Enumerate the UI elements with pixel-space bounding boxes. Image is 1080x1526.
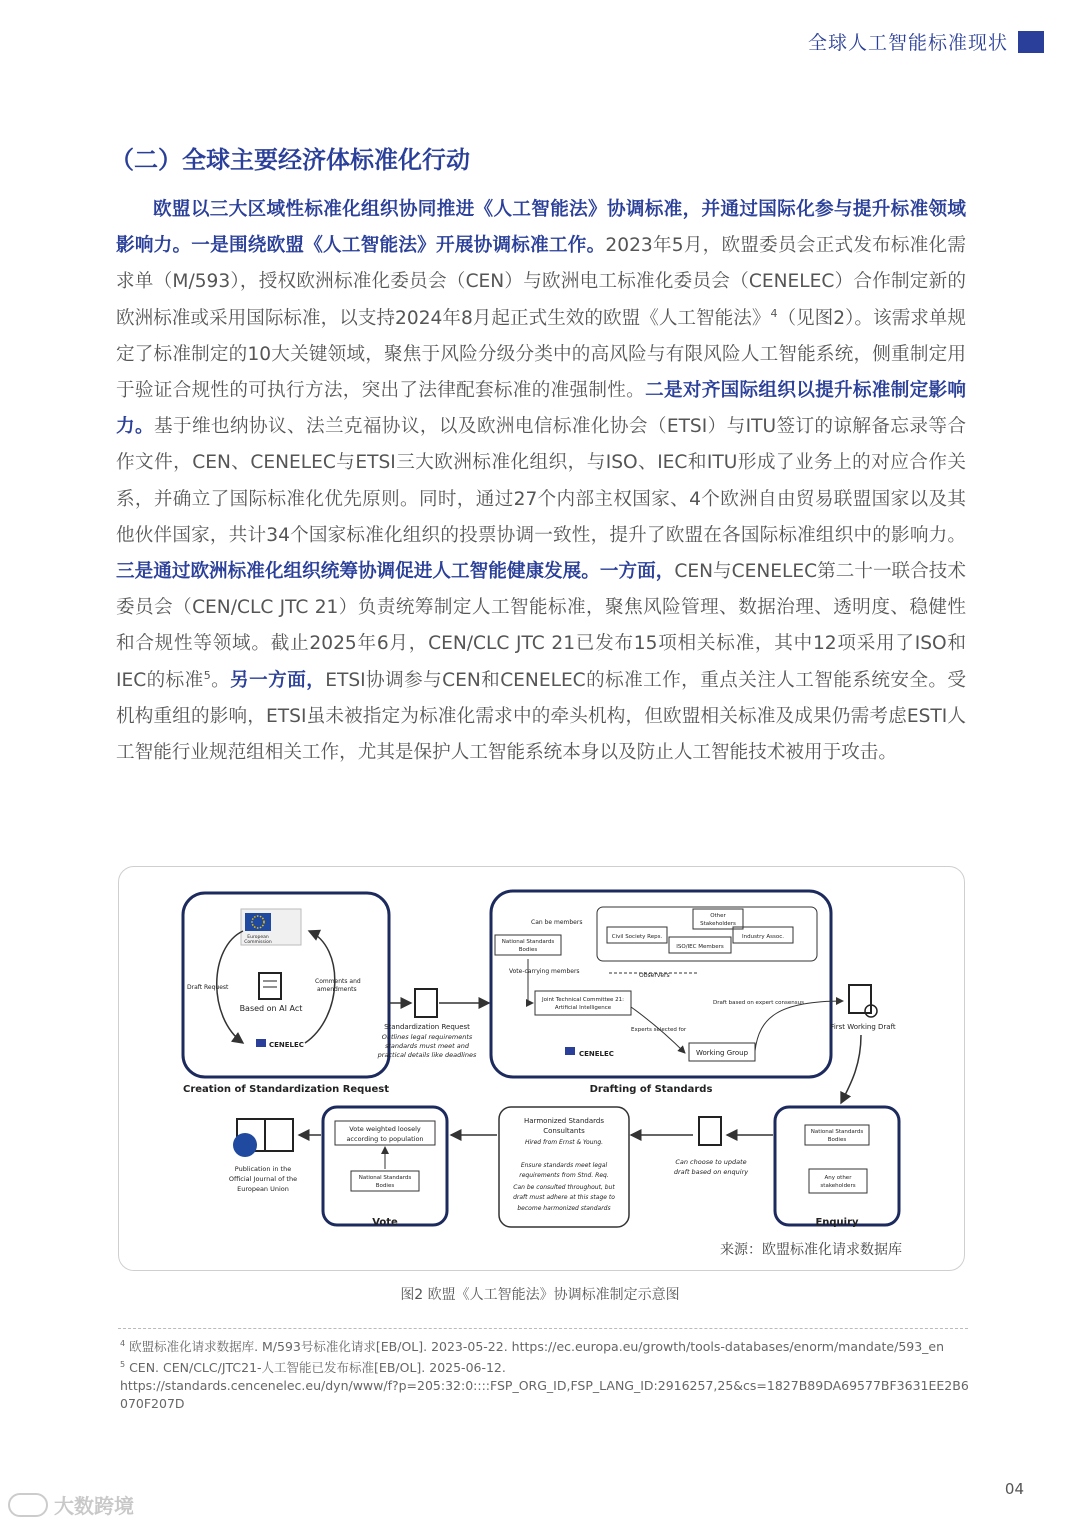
creation-title: Creation of Standardization Request [183, 1084, 389, 1095]
pub2: Official Journal of the [228, 1175, 298, 1183]
civil-society: Civil Society Reps. [611, 934, 663, 940]
jtc1: Joint Technical Committee 21: [541, 997, 625, 1003]
drafting-title: Drafting of Standards [589, 1084, 713, 1095]
draft-request-label: Draft Request [187, 984, 229, 991]
footnote-divider [118, 1328, 968, 1329]
amendments-label: amendments [317, 986, 357, 993]
vote-w1: Vote weighted loosely [349, 1125, 421, 1133]
section-heading: （二）全球主要经济体标准化行动 [110, 146, 470, 174]
header-accent-bar [1018, 31, 1044, 53]
iso-iec-members: ISO/IEC Members [676, 944, 724, 950]
point-two-text: 基于维也纳协议、法兰克福协议，以及欧洲电信标准化协会（ETSI）与ITU签订的谅解备忘录等合作文件，CEN、CENELEC与ETSI三大欧洲标准化组织，与ISO、IEC和ITU形成了业务上的对应合作关系，并确立了国际标准化优先原则。同时，通过27个内部主权国家、4个欧洲自由贸易联盟国家以及其他伙伴国家，共计34个国家标准化组织的投票协调一致性，提升了欧盟在各国际标准组织中的影响力。 [116, 416, 966, 546]
sr-line1: Outlines legal requirements [381, 1033, 473, 1041]
observers: Observers [639, 972, 670, 979]
eu-emblem-icon [233, 1133, 257, 1157]
nsb2-vote: Bodies [375, 1183, 395, 1189]
watermark [8, 1490, 134, 1519]
sr-line3: practical details like deadlines [377, 1051, 477, 1059]
hsc8: become harmonized standards [517, 1205, 611, 1212]
experts-selected: Experts selected for [631, 1027, 687, 1033]
can-choose1: Can choose to update [675, 1158, 747, 1166]
jtc21-box [535, 991, 631, 1015]
point-three-punct: 。 [210, 669, 231, 691]
running-header [808, 28, 1044, 55]
enquiry-title: Enquiry [815, 1217, 859, 1228]
cen-logo-mark [256, 1039, 266, 1047]
point-one-text: 2023年5月，欧盟委员会正式发布标准化需求单（M/593），授权欧洲标准化委员会（CEN）与欧洲电工标准化委员会（CENELEC）合作制定新的欧洲标准或采用国际标准，以支持2024年8月起正式生效的欧盟《人工智能法》 [116, 235, 966, 329]
jtc2: Artificial Intelligence [554, 1005, 612, 1011]
footnote-ref-5[interactable]: 5 [203, 668, 211, 682]
working-group: Working Group [695, 1049, 749, 1057]
nsb1-enquiry: National Standards [810, 1129, 864, 1135]
comments-label: Comments and [315, 978, 361, 985]
footnote-ref-4[interactable]: 4 [770, 306, 778, 320]
any-other2: stakeholders [820, 1183, 856, 1189]
sr-line2: standards must meet and [384, 1042, 470, 1050]
point-three-text-cont: ETSI协调参与CEN和CENELEC的标准工作，重点关注人工智能系统安全。受机构重组的影响，ETSI虽未被指定为标准化需求中的牵头机构，但欧盟相关标准及成果仍需考虑ESTI人工智能行业规范组相关工作，尤其是保护人工智能系统本身以及防止人工智能技术被用于攻击。 [116, 669, 966, 764]
vote-title: Vote [372, 1217, 398, 1228]
draft-based: Draft based on expert consensus [713, 1000, 804, 1006]
figure-source: 来源：欧盟标准化请求数据库 [720, 1242, 902, 1258]
on-one-hand: 一方面， [599, 561, 675, 583]
sr-title: Standardization Request [384, 1023, 470, 1031]
other-stake1: Other [710, 913, 726, 919]
ec-label2: Commission [244, 940, 272, 945]
request-doc-icon [415, 989, 437, 1017]
first-draft-icon [849, 985, 871, 1013]
running-header-title: 全球人工智能标准现状 [807, 32, 1008, 54]
point-three-heading: 三是通过欧洲标准化组织统筹协调促进人工智能健康发展。 [116, 561, 600, 583]
can-be-members: Can be members [531, 919, 583, 926]
body-paragraph [116, 192, 966, 771]
pub3: European Union [237, 1185, 289, 1193]
cenelec-logo-2: CENELEC [579, 1050, 614, 1058]
nsb1-vote: National Standards [358, 1175, 412, 1181]
cen-logo-mark-2 [565, 1047, 575, 1055]
footnote-5-url[interactable]: https://standards.cencenelec.eu/dyn/www/f?p=205:32:0::::FSP_ORG_ID,FSP_LANG_ID:2916257,25&cs=1827B89DA69577BF3631EE2B6070F207D [120, 1378, 969, 1412]
point-two-heading: 二是对齐国际组织以提升标准制定影响力。 [116, 380, 966, 438]
nsb2-enquiry: Bodies [827, 1137, 847, 1143]
footnotes [120, 1335, 970, 1413]
industry-assoc: Industry Assoc. [741, 934, 785, 940]
vote-w2: according to population [346, 1135, 424, 1143]
other-stake2: Stakeholders [700, 921, 736, 927]
lead-sentence: 欧盟以三大区域性标准化组织协同推进《人工智能法》协调标准，并通过国际化参与提升标准领域影响力。 [116, 199, 966, 257]
watermark-text: 大数跨境 [54, 1494, 134, 1518]
page-number: 04 [1004, 1480, 1024, 1498]
hsc6: Can be consulted throughout, but [513, 1184, 615, 1191]
figure-caption: 图2 欧盟《人工智能法》协调标准制定示意图 [400, 1287, 680, 1303]
enquiry-doc-icon [699, 1117, 721, 1145]
point-one-text-cont: （见图2）。该需求单规定了标准制定的10大关键领域，聚焦于风险分级分类中的高风险与有限风险人工智能系统，侧重制定用于验证合规性的可执行方法，突出了法律配套标准的准强制性。 [116, 307, 966, 402]
can-choose2: draft based on enquiry [673, 1168, 749, 1176]
footnote-5: $^5$ CEN. CEN/CLC/JTC21-人工智能已发布标准[EB/OL]. 2025-06-12. [120, 1360, 506, 1376]
point-three-text: CEN与CENELEC第二十一联合技术委员会（CEN/CLC JTC 21）负责统筹制定人工智能标准，聚焦风险管理、数据治理、透明度、稳健性和合规性等领域。截止2025年6月，CEN/CLC JTC 21已发布15项相关标准，其中12项采用了ISO和IEC的标准 [116, 561, 966, 691]
footnote-4: $^4$ 欧盟标准化请求数据库. M/593号标准化请求[EB/OL]. 2023-05-22. https://ec.europa.eu/growth/tools-databases/enorm/mandate/593_en [120, 1339, 945, 1355]
hsc1: Harmonized Standards [524, 1117, 604, 1125]
cenelec-logo: CENELEC [269, 1041, 304, 1049]
process-diagram [119, 867, 966, 1272]
hsc7: draft must adhere at this stage to [513, 1194, 615, 1201]
hsc5: requirements from Stnd. Req. [519, 1172, 609, 1179]
ec-label: European [247, 935, 269, 940]
hsc3: Hired from Ernst & Young. [524, 1139, 604, 1146]
based-on-ai-act: Based on AI Act [239, 1004, 303, 1013]
watermark-logo-icon [8, 1493, 48, 1517]
point-one-heading: 一是围绕欧盟《人工智能法》开展协调标准工作。 [191, 235, 606, 257]
hsc2: Consultants [543, 1127, 585, 1135]
vote-carrying: Vote-carrying members [509, 968, 580, 975]
first-draft: First Working Draft [830, 1023, 896, 1031]
nsb1: National Standards [501, 939, 555, 945]
any-other1: Any other [824, 1175, 852, 1181]
hsc4: Ensure standards meet legal [520, 1162, 608, 1169]
on-other-hand: 另一方面， [230, 669, 326, 691]
document-icon [259, 973, 281, 999]
nsb2: Bodies [518, 947, 538, 953]
figure-frame [118, 866, 965, 1271]
pub1: Publication in the [234, 1165, 292, 1173]
